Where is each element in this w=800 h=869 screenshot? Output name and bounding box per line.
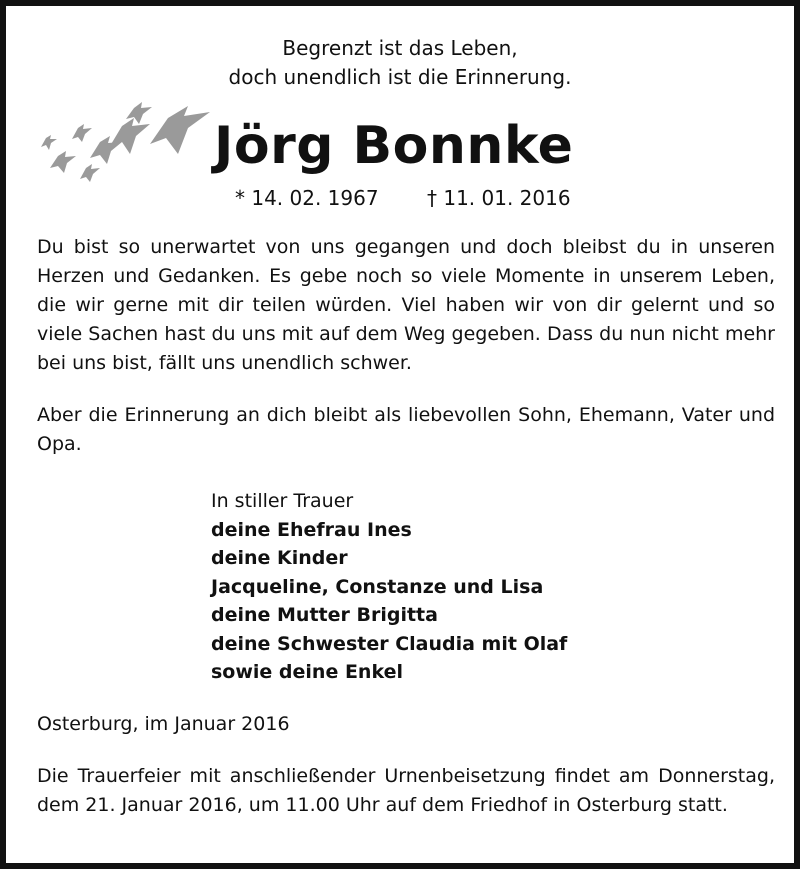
tribute-paragraph: Du bist so unerwartet von uns gegangen und doch bleibst du in unseren Herzen und Gedanken. Es gebe noch so viele Momente in unserem Leben, die wir gerne mit dir teilen würden. Viel haben wir von dir gelernt und so viele Sachen hast du uns mit auf dem Weg gegeben. Dass du nun nicht mehr bei uns bist, fällt uns unendlich schwer. [37,236,775,374]
mourner-line: sowie deine Enkel [211,661,403,683]
mourner-line: deine Schwester Claudia mit Olaf [211,632,568,655]
place-and-date: Osterburg, im Januar 2016 [37,713,290,735]
motto-line-1: Begrenzt ist das Leben, [282,36,518,60]
birth-date: * 14. 02. 1967 [235,186,379,210]
death-date: † 11. 01. 2016 [427,186,571,210]
motto [6,34,794,92]
mourners-intro: In stiller Trauer [211,490,354,512]
deceased-name: Jörg Bonnke [214,116,574,176]
motto-line-2: doch unendlich ist die Erinnerung. [228,65,572,89]
mourner-line: Jacqueline, Constanze und Lisa [211,575,544,598]
mourner-line: deine Mutter Brigitta [211,604,438,626]
mourner-line: deine Ehefrau Ines [211,518,412,541]
funeral-announcement: Die Trauerfeier mit anschließender Urnenbeisetzung findet am Donnerstag, dem 21. Januar 2016, um 11.00 Uhr auf dem Friedhof in Osterburg statt. [37,765,775,816]
mourner-line: deine Kinder [211,547,348,569]
mourners-list [211,487,567,687]
flying-birds-icon [38,98,216,194]
remembrance-paragraph: Aber die Erinnerung an dich bleibt als liebevollen Sohn, Ehemann, Vater und Opa. [37,404,775,455]
